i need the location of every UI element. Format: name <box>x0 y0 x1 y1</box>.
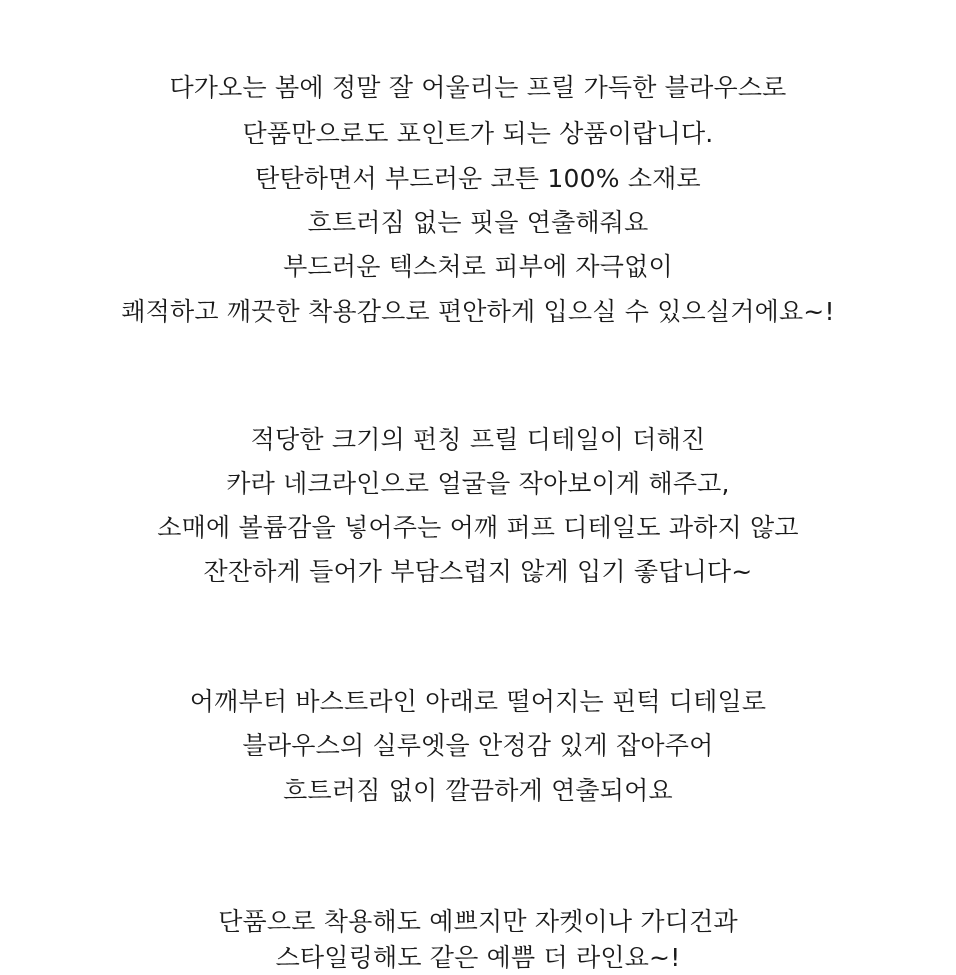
text-line: 흐트러짐 없이 깔끔하게 연출되어요 <box>283 776 673 805</box>
text-line: 소매에 볼륨감을 넣어주는 어깨 퍼프 디테일도 과하지 않고 <box>157 513 799 542</box>
text-line: 부드러운 텍스처로 피부에 자극없이 <box>283 252 673 281</box>
text-line: 단품만으로도 포인트가 되는 상품이랍니다. <box>242 119 714 148</box>
text-line: 쾌적하고 깨끗한 착용감으로 편안하게 입으실 수 있으실거에요~! <box>121 297 835 326</box>
text-line: 잔잔하게 들어가 부담스럽지 않게 입기 좋답니다~ <box>203 557 753 586</box>
text-line: 다가오는 봄에 정말 잘 어울리는 프릴 가득한 블라우스로 <box>169 73 787 102</box>
text-line: 카라 네크라인으로 얼굴을 작아보이게 해주고, <box>226 469 730 498</box>
text-line: 스타일링해도 같은 예쁨 더 라인요~! <box>275 943 681 972</box>
text-line: 흐트러짐 없는 핏을 연출해줘요 <box>307 208 649 237</box>
text-line: 어깨부터 바스트라인 아래로 떨어지는 핀턱 디테일로 <box>189 687 767 716</box>
text-line: 적당한 크기의 펀칭 프릴 디테일이 더해진 <box>250 425 706 454</box>
text-line: 블라우스의 실루엣을 안정감 있게 잡아주어 <box>242 731 714 760</box>
text-line: 단품으로 착용해도 예쁘지만 자켓이나 가디건과 <box>218 907 738 936</box>
text-line: 탄탄하면서 부드러운 코튼 100% 소재로 <box>255 164 701 193</box>
